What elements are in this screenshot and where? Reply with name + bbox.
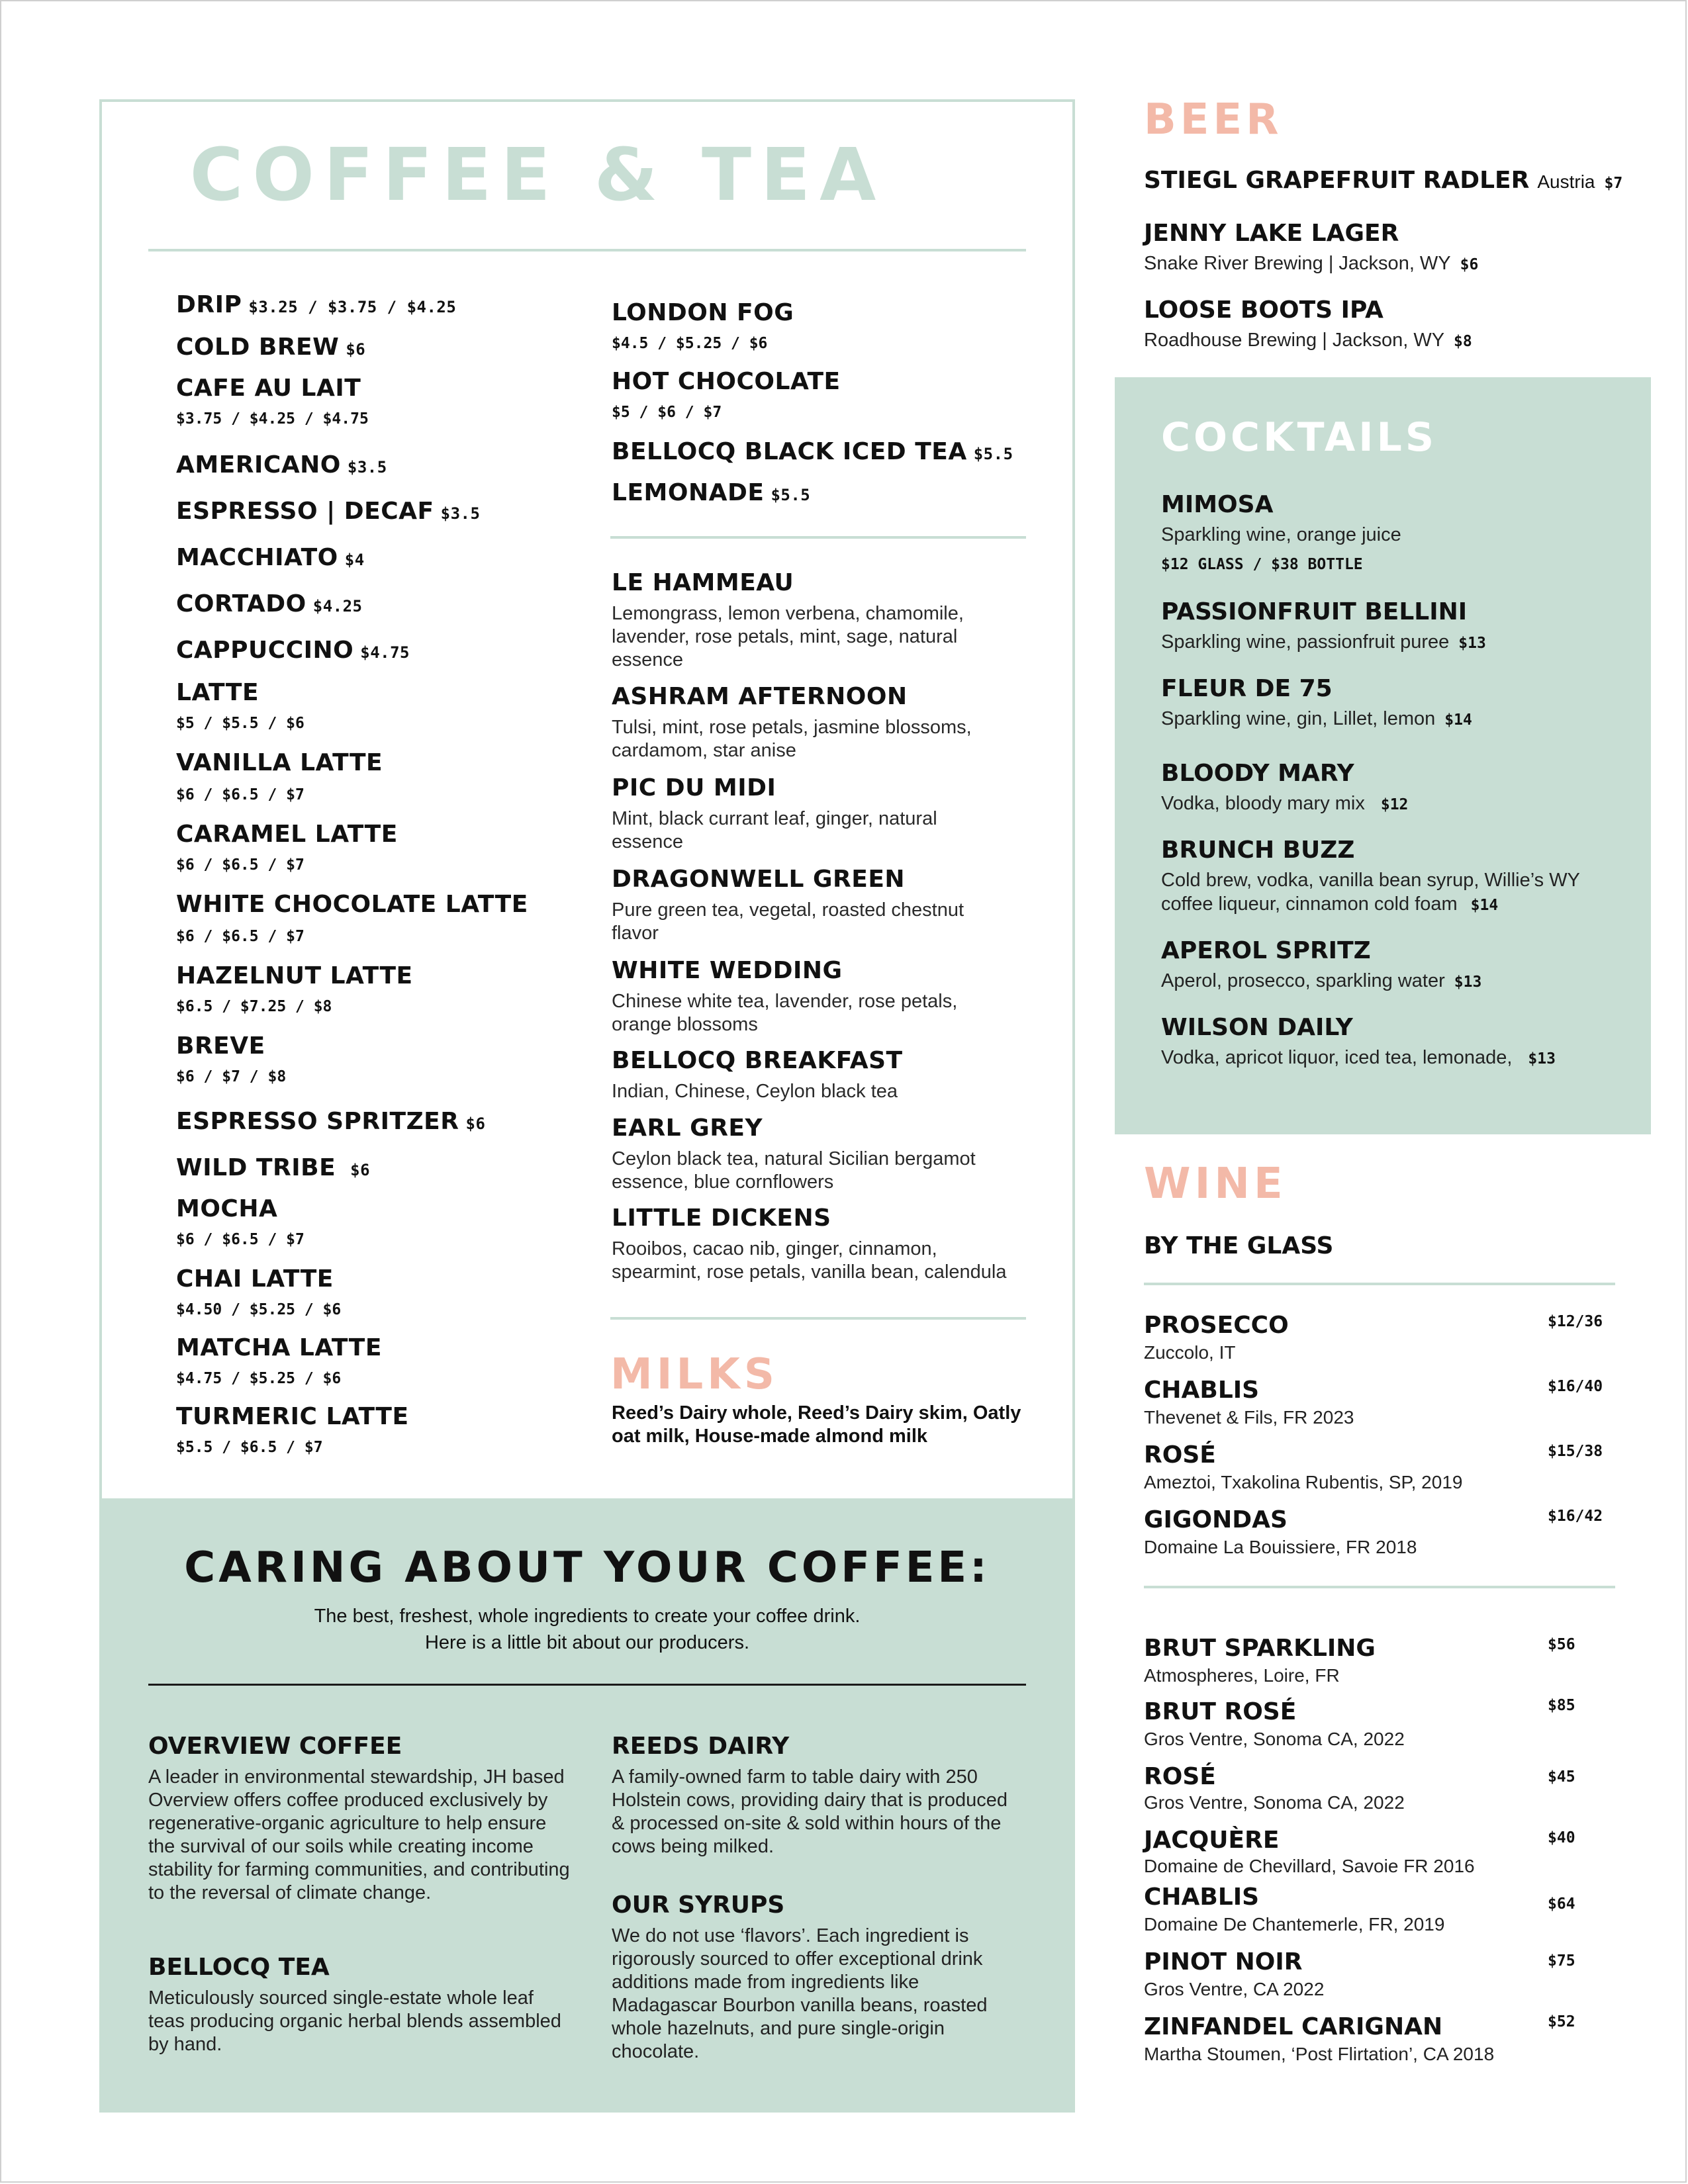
wine-name: GIGONDAS [1144,1506,1288,1533]
menu-item: LATTE [176,679,259,706]
menu-item: HOT CHOCOLATE [612,368,841,395]
by-the-glass-label: BY THE GLASS [1144,1232,1334,1259]
wine-producer: Atmospheres, Loire, FR [1144,1665,1340,1686]
beer-item: JENNY LAKE LAGER [1144,220,1399,247]
wine-name: PINOT NOIR [1144,1948,1303,1976]
wine-price: $52 [1548,2013,1575,2030]
menu-item-price: $6 / $6.5 / $7 [176,856,305,874]
milks-title: MILKS [610,1350,778,1399]
tea-name: PIC DU MIDI [612,774,776,801]
producer-text: Meticulously sourced single-estate whole leaf teas producing organic herbal blends assembled by hand. [148,1987,561,2055]
wine-name: CHABLIS [1144,1377,1260,1404]
cocktail-name: BLOODY MARY [1161,760,1354,787]
wine-name: ROSÉ [1144,1763,1216,1790]
tea-description: Lemongrass, lemon verbena, chamomile, lavender, rose petals, mint, sage, natural essence [612,603,964,670]
beer-item-sub: Roadhouse Brewing | Jackson, WY $8 [1144,330,1472,351]
menu-item: MOCHA [176,1195,278,1222]
wine-price: $45 [1548,1768,1575,1786]
cocktail-desc: Sparkling wine, orange juice [1161,524,1401,545]
menu-item: COLD BREW $6 [176,334,366,361]
divider [1144,1283,1615,1285]
wine-producer: Zuccolo, IT [1144,1342,1236,1363]
producer-name: BELLOCQ TEA [148,1954,330,1981]
cocktail-desc: Vodka, bloody mary mix $12 [1161,793,1409,814]
tea-description: Tulsi, mint, rose petals, jasmine blossoms, cardamom, star anise [612,717,972,761]
caring-title: CARING ABOUT YOUR COFFEE: [184,1543,990,1592]
wine-name: ROSÉ [1144,1441,1216,1469]
tea-name: BELLOCQ BREAKFAST [612,1047,903,1074]
producer-text: We do not use ‘flavors’. Each ingredient is rigorously sourced to offer exceptional drink additions made from ingredients like Madagascar Bourbon vanilla beans, roasted whole hazelnuts, and pure single-origin chocolate. [612,1925,988,2062]
tea-description: Pure green tea, vegetal, roasted chestnut flavor [612,899,964,944]
tea-name: LE HAMMEAU [612,569,794,596]
wine-producer: Domaine de Chevillard, Savoie FR 2016 [1144,1856,1475,1876]
divider [1144,1586,1615,1588]
caring-subtitle [99,1603,1075,1656]
menu-item: CAFE AU LAIT [176,375,361,402]
menu-item: TURMERIC LATTE [176,1403,409,1430]
menu-item: CHAI LATTE [176,1265,334,1293]
cocktail-name: PASSIONFRUIT BELLINI [1161,598,1468,625]
menu-item: WHITE CHOCOLATE LATTE [176,891,528,918]
menu-item-price: $6 / $6.5 / $7 [176,1231,305,1248]
menu-item: ESPRESSO | DECAF $3.5 [176,498,481,525]
tea-name: LITTLE DICKENS [612,1205,831,1232]
tea-description: Indian, Chinese, Ceylon black tea [612,1081,898,1102]
menu-item: LONDON FOG [612,299,794,326]
menu-item: CAPPUCCINO $4.75 [176,637,410,664]
cocktail-desc: Sparkling wine, gin, Lillet, lemon $14 [1161,708,1472,729]
menu-item-price: $6 / $6.5 / $7 [176,786,305,803]
menu-item: HAZELNUT LATTE [176,962,413,989]
cocktail-name: WILSON DAILY [1161,1014,1353,1041]
tea-name: EARL GREY [612,1115,763,1142]
wine-price: $85 [1548,1697,1575,1714]
cocktail-desc: Aperol, prosecco, sparkling water $13 [1161,970,1482,991]
cocktail-name: MIMOSA [1161,491,1274,518]
wine-price: $64 [1548,1895,1575,1913]
beer-item: STIEGL GRAPEFRUIT RADLER Austria $7 [1144,167,1623,194]
producer-text: A family-owned farm to table dairy with 250 Holstein cows, providing dairy that is produced & processed on-site & sold within hours of the cows being milked. [612,1766,1008,1857]
wine-name: CHABLIS [1144,1884,1260,1911]
cocktail-desc: coffee liqueur, cinnamon cold foam $14 [1161,893,1499,915]
menu-item-price: $4.75 / $5.25 / $6 [176,1370,342,1387]
caring-line-1: The best, freshest, whole ingredients to create your coffee drink. [314,1606,861,1627]
cocktails-title: COCKTAILS [1161,414,1438,461]
coffee-tea-title: COFFEE & TEA [189,132,886,217]
wine-producer: Thevenet & Fils, FR 2023 [1144,1407,1354,1428]
menu-item: LEMONADE $5.5 [612,479,811,506]
tea-description: Chinese white tea, lavender, rose petals, orange blossoms [612,991,958,1035]
menu-item: ESPRESSO SPRITZER $6 [176,1108,486,1135]
menu-item: MATCHA LATTE [176,1334,382,1361]
wine-producer: Ameztoi, Txakolina Rubentis, SP, 2019 [1144,1472,1463,1492]
menu-item-price: $4.5 / $5.25 / $6 [612,335,768,352]
wine-price: $75 [1548,1952,1575,1970]
menu-item: CORTADO $4.25 [176,590,363,617]
menu-item-price: $5.5 / $6.5 / $7 [176,1439,323,1456]
tea-name: WHITE WEDDING [612,957,843,984]
beer-item-sub: Snake River Brewing | Jackson, WY $6 [1144,253,1479,274]
caring-line-2: Here is a little bit about our producers. [424,1632,750,1653]
cocktail-name: FLEUR DE 75 [1161,675,1333,702]
beer-item: LOOSE BOOTS IPA [1144,296,1383,324]
wine-producer: Gros Ventre, Sonoma CA, 2022 [1144,1792,1405,1813]
menu-item-price: $6 / $7 / $8 [176,1068,287,1085]
wine-name: BRUT SPARKLING [1144,1635,1376,1662]
menu-item: AMERICANO $3.5 [176,451,387,478]
cocktail-desc: Vodka, apricot liquor, iced tea, lemonade, $13 [1161,1047,1556,1068]
tea-name: ASHRAM AFTERNOON [612,683,908,710]
menu-item: WILD TRIBE $6 [176,1154,371,1181]
divider [148,1684,1026,1686]
milks-text: Reed’s Dairy whole, Reed’s Dairy skim, Oatly oat milk, House-made almond milk [612,1402,1021,1447]
wine-name: BRUT ROSÉ [1144,1698,1297,1725]
wine-producer: Domaine La Bouissiere, FR 2018 [1144,1537,1417,1557]
cocktail-desc: Sparkling wine, passionfruit puree $13 [1161,631,1486,653]
tea-description: Ceylon black tea, natural Sicilian bergamot essence, blue cornflowers [612,1148,976,1193]
menu-item-price: $5 / $6 / $7 [612,404,722,421]
menu-item-price: $4.50 / $5.25 / $6 [176,1301,342,1318]
wine-price: $16/42 [1548,1508,1603,1525]
wine-producer: Martha Stoumen, ‘Post Flirtation’, CA 2018 [1144,2044,1495,2064]
menu-item: BELLOCQ BLACK ICED TEA $5.5 [612,438,1013,465]
menu-item: BREVE [176,1032,265,1060]
producer-name: OUR SYRUPS [612,1891,785,1919]
cocktail-name: APEROL SPRITZ [1161,937,1371,964]
wine-producer: Domaine De Chantemerle, FR, 2019 [1144,1914,1445,1934]
menu-item-price: $3.75 / $4.25 / $4.75 [176,410,369,428]
wine-price: $12/36 [1548,1313,1603,1330]
wine-producer: Gros Ventre, Sonoma CA, 2022 [1144,1729,1405,1749]
divider [610,1317,1026,1320]
wine-name: PROSECCO [1144,1312,1289,1339]
wine-price: $40 [1548,1829,1575,1846]
wine-price: $56 [1548,1636,1575,1653]
menu-item: MACCHIATO $4 [176,544,365,571]
wine-name: ZINFANDEL CARIGNAN [1144,2013,1443,2040]
wine-name: JACQUÈRE [1144,1827,1280,1854]
divider [148,249,1026,251]
tea-name: DRAGONWELL GREEN [612,866,906,893]
menu-item-price: $5 / $5.5 / $6 [176,715,305,732]
beer-title: BEER [1144,95,1283,144]
producer-name: OVERVIEW COFFEE [148,1733,402,1760]
producer-text: A leader in environmental stewardship, JH based Overview offers coffee produced exclusively by regenerative-organic agriculture to help ensure the survival of our soils while creating income stability for farming communities, and contributing to the reversal of climate change. [148,1766,570,1903]
cocktail-desc: Cold brew, vodka, vanilla bean syrup, Willie’s WY [1161,870,1580,891]
divider [610,536,1026,539]
menu-item: CARAMEL LATTE [176,821,398,848]
wine-producer: Gros Ventre, CA 2022 [1144,1979,1325,1999]
wine-price: $15/38 [1548,1443,1603,1460]
wine-title: WINE [1144,1160,1287,1208]
wine-price: $16/40 [1548,1378,1603,1395]
menu-item: VANILLA LATTE [176,749,383,776]
cocktail-name: BRUNCH BUZZ [1161,837,1355,864]
menu-item-price: $6 / $6.5 / $7 [176,928,305,945]
tea-description: Rooibos, cacao nib, ginger, cinnamon, spearmint, rose petals, vanilla bean, calendula [612,1238,1007,1283]
menu-item-price: $6.5 / $7.25 / $8 [176,998,332,1015]
menu-item: DRIP $3.25 / $3.75 / $4.25 [176,291,457,318]
producer-name: REEDS DAIRY [612,1733,790,1760]
tea-description: Mint, black currant leaf, ginger, natural essence [612,808,937,852]
cocktail-price: $12 GLASS / $38 BOTTLE [1161,556,1363,573]
